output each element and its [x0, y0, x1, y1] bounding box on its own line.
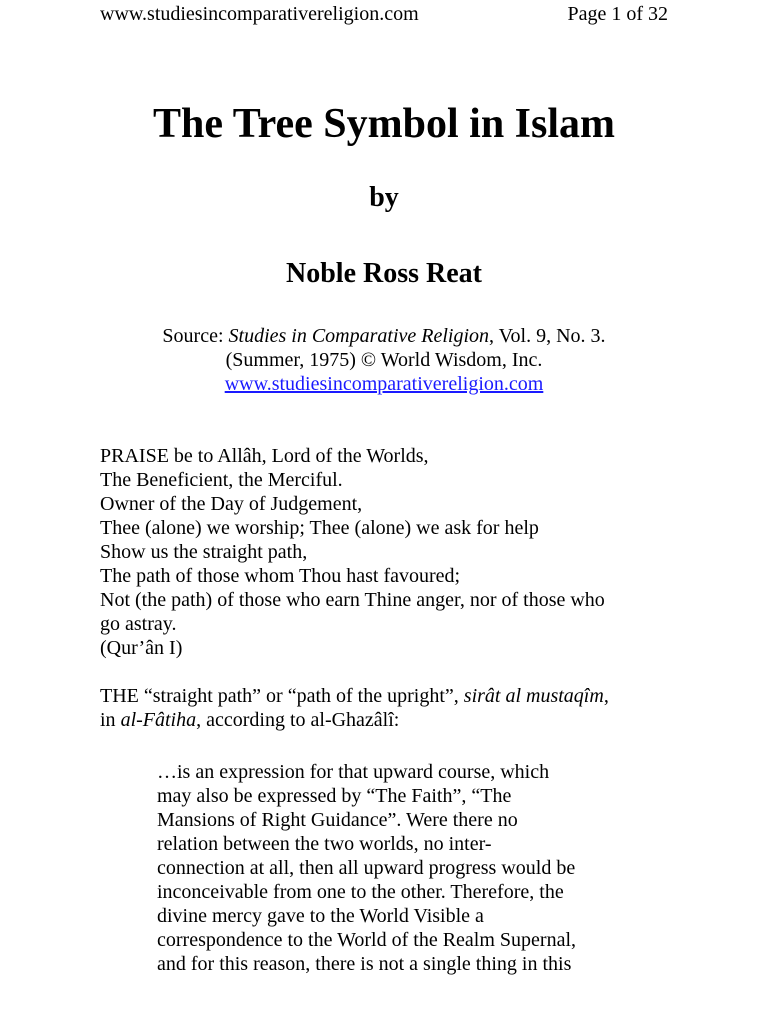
quote-line: and for this reason, there is not a single thing in this [157, 953, 572, 975]
quote-line: relation between the two worlds, no inter- [157, 833, 492, 855]
byline: by [369, 182, 399, 213]
page-number: Page 1 of 32 [567, 3, 668, 25]
quote-line: may also be expressed by “The Faith”, “The [157, 785, 512, 807]
verse-line: The path of those whom Thou hast favoured; [100, 565, 461, 587]
quote-line: connection at all, then all upward progress would be [157, 857, 576, 879]
journal-name: Studies in Comparative Religion [228, 325, 490, 347]
paragraph-text: in [100, 709, 121, 731]
source-line-3 [0, 372, 768, 396]
source-line-2: (Summer, 1975) © World Wisdom, Inc. [225, 349, 543, 371]
header-site-url: www.studiesincomparativereligion.com [100, 3, 419, 25]
block-quote [157, 760, 637, 976]
verse-line: go astray. [100, 613, 177, 635]
paragraph-line [100, 684, 680, 708]
source-link[interactable]: www.studiesincomparativereligion.com [224, 373, 544, 395]
source-label: Source: [162, 325, 229, 347]
paragraph-text: THE “straight path” or “path of the upright”, [100, 685, 464, 707]
paragraph-text: , [603, 685, 609, 707]
intro-paragraph [100, 684, 680, 732]
paragraph-line [100, 708, 680, 732]
arabic-term: al-Fâtiha [120, 709, 197, 731]
quran-verse [100, 444, 680, 660]
quote-line: Mansions of Right Guidance”. Were there no [157, 809, 518, 831]
verse-line: The Beneficient, the Merciful. [100, 469, 343, 491]
paragraph-text: , according to al-Ghazâlî: [196, 709, 400, 731]
arabic-term: sirât al mustaqîm [463, 685, 604, 707]
verse-line: Owner of the Day of Judgement, [100, 493, 363, 515]
author-name: Noble Ross Reat [286, 258, 482, 289]
source-line-1 [0, 324, 768, 348]
verse-line: Not (the path) of those who earn Thine anger, nor of those who [100, 589, 605, 611]
verse-citation: (Qur’ân I) [100, 637, 183, 659]
quote-line: inconceivable from one to the other. Therefore, the [157, 881, 564, 903]
quote-line: …is an expression for that upward course, which [157, 761, 550, 783]
quote-line: correspondence to the World of the Realm Supernal, [157, 929, 577, 951]
quote-line: divine mercy gave to the World Visible a [157, 905, 484, 927]
document-title: The Tree Symbol in Islam [152, 101, 616, 147]
journal-volume: , Vol. 9, No. 3. [489, 325, 606, 347]
source-citation [0, 324, 768, 396]
verse-line: PRAISE be to Allâh, Lord of the Worlds, [100, 445, 429, 467]
verse-line: Thee (alone) we worship; Thee (alone) we ask for help [100, 517, 539, 539]
verse-line: Show us the straight path, [100, 541, 308, 563]
